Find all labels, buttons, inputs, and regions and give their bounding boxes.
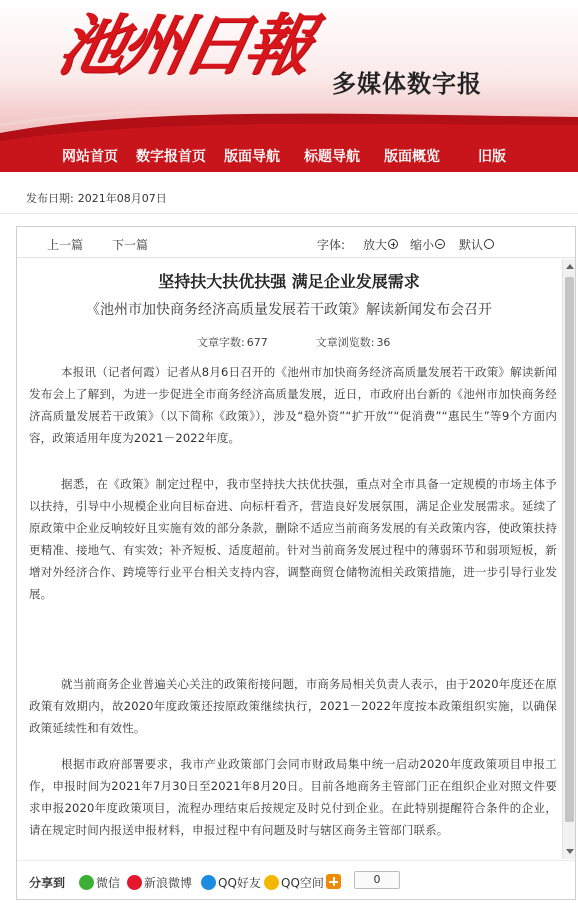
scrollbar-thumb[interactable] xyxy=(565,277,574,822)
qzone-icon xyxy=(264,875,279,890)
font-shrink-button[interactable] xyxy=(410,236,445,253)
share-wechat-label: 微信 xyxy=(96,876,121,890)
scroll-down-icon[interactable] xyxy=(566,849,574,854)
weibo-icon xyxy=(127,875,142,890)
nav-old-version[interactable]: 旧版 xyxy=(478,149,506,165)
font-default-label: 默认 xyxy=(459,238,484,252)
article-panel xyxy=(16,226,576,900)
font-enlarge-button[interactable] xyxy=(363,236,398,253)
publish-date xyxy=(26,190,167,206)
masthead xyxy=(0,0,578,172)
nav-page-overview[interactable]: 版面概览 xyxy=(384,149,440,165)
share-qzone-label: QQ空间 xyxy=(281,876,324,890)
article-paragraph: 据悉，在《政策》制定过程中，我市坚持扶大扶优扶强，重点对全市具备一定规模的市场主体予以扶持，引导中小规模企业向目标奋进、向标杆看齐，营造良好发展氛围，满足企业发展需求。延续了原政策中企业反响较好且实施有效的部分条款，删除不适应当前商务发展的有关政策内容，使政策扶持更精准、接地气、有实效；补齐短板、适度超前。针对当前商务发展过程中的薄弱环节和弱项短板，新增对外经济合作、跨境等行业平台相关支持内容，调整商贸仓储物流相关政策措施，进一步引导行业发展。 xyxy=(29,477,557,601)
font-default-button[interactable] xyxy=(459,236,494,253)
char-count-label: 文章字数: xyxy=(197,336,245,349)
share-weibo-label: 新浪微博 xyxy=(144,876,193,890)
article-paragraph: 本报讯（记者何霞）记者从8月6日召开的《池州市加快商务经济高质量发展若干政策》解读新闻发布会上了解到，为进一步促进全市商务经济高质量发展，近日，市政府出台新的《池州市加快商务经济高质量发展若干政策》（以下简称《政策》），涉及“稳外资”“扩开放”“促消费”“惠民生”等9个方面内容，政策适用年度为2021－2022年度。 xyxy=(29,365,557,445)
share-qq-friend[interactable] xyxy=(201,874,261,891)
zoom-in-icon xyxy=(388,239,398,249)
share-count: 0 xyxy=(354,871,400,889)
article-scrollbar[interactable] xyxy=(562,259,576,859)
zoom-out-icon xyxy=(435,239,445,249)
plus-icon xyxy=(326,874,341,889)
article-content xyxy=(17,259,561,859)
nav-title-navigation[interactable]: 标题导航 xyxy=(304,149,360,165)
prev-article-link[interactable]: 上一篇 xyxy=(47,238,84,252)
masthead-subtitle: 多媒体数字报 xyxy=(332,70,482,98)
article-toolbar xyxy=(17,227,576,258)
article-stats xyxy=(197,334,392,350)
nav-digital-home[interactable]: 数字报首页 xyxy=(136,149,206,165)
wechat-icon xyxy=(79,875,94,890)
share-label: 分享到 xyxy=(29,876,66,890)
share-qzone[interactable] xyxy=(264,874,324,891)
font-enlarge-label: 放大 xyxy=(363,238,388,252)
publish-date-value: 2021年08月07日 xyxy=(77,192,167,205)
next-article-link[interactable]: 下一篇 xyxy=(112,238,149,252)
newspaper-logo[interactable]: 池州日報 xyxy=(51,6,317,84)
share-bar xyxy=(17,860,576,900)
share-weibo[interactable] xyxy=(127,874,192,891)
font-size-label: 字体: xyxy=(317,238,346,252)
share-more-button[interactable] xyxy=(326,874,343,889)
share-wechat[interactable] xyxy=(79,874,120,891)
char-count: 677 xyxy=(246,336,268,349)
scroll-up-icon[interactable] xyxy=(566,264,574,269)
article-paragraph: 就当前商务企业普遍关心关注的政策衔接问题，市商务局相关负责人表示，由于2020年度还在原政策有效期内，故2020年度政策还按原政策继续执行，2021－2022年度按本政策组织实施，以确保政策延续性和有效性。 xyxy=(29,677,557,735)
views-count: 36 xyxy=(376,336,391,349)
main-nav xyxy=(0,140,578,172)
article-subtitle: 《池州市加快商务经济高质量发展若干政策》解读新闻发布会召开 xyxy=(86,302,492,318)
nav-website-home[interactable]: 网站首页 xyxy=(62,149,118,165)
article-title: 坚持扶大扶优扶强 满足企业发展需求 xyxy=(158,272,420,291)
publish-date-label: 发布日期: xyxy=(26,192,74,205)
divider xyxy=(0,213,578,214)
font-shrink-label: 缩小 xyxy=(410,238,435,252)
nav-page-navigation[interactable]: 版面导航 xyxy=(224,149,280,165)
share-qq-label: QQ好友 xyxy=(218,876,261,890)
reset-icon xyxy=(484,239,494,249)
article-paragraph: 根据市政府部署要求，我市产业政策部门会同市财政局集中统一启动2020年度政策项目申报工作，申报时间为2021年7月30日至2021年8月20日。目前各地商务主管部门正在组织企业对照文件要求申报2020年度政策项目，流程办理结束后按规定及时兑付到企业。在此特别提醒符合条件的企业，请在规定时间内报送申报材料，申报过程中有问题及时与辖区商务主管部门联系。 xyxy=(29,757,557,837)
qq-icon xyxy=(201,875,216,890)
views-label: 文章浏览数: xyxy=(315,336,375,349)
